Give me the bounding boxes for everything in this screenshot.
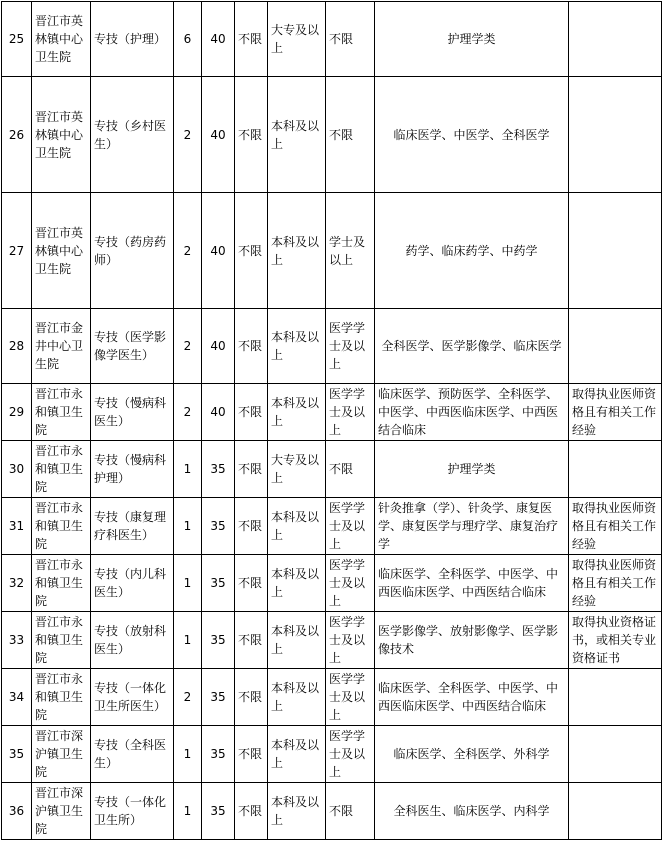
- major-text: 临床医学、全科医学、中医学、中西医临床医学、中西医结合临床: [378, 567, 559, 599]
- other-cell: [569, 441, 662, 498]
- degree-cell: 不限: [326, 783, 375, 840]
- gender-cell: 不限: [235, 2, 268, 77]
- degree-cell: 医学学士及以上: [326, 309, 375, 384]
- count-cell: 2: [174, 384, 202, 441]
- unit-cell: 晋江市永和镇卫生院: [32, 555, 91, 612]
- major-cell: [375, 498, 569, 555]
- unit-cell: 晋江市永和镇卫生院: [32, 669, 91, 726]
- age-cell: 35: [202, 441, 235, 498]
- gender-cell: 不限: [235, 309, 268, 384]
- major-cell: [375, 384, 569, 441]
- other-cell: [569, 555, 662, 612]
- age-cell: 35: [202, 726, 235, 783]
- unit-cell: 晋江市英林镇中心卫生院: [32, 2, 91, 77]
- post-cell: 专技（慢病科医生）: [91, 384, 174, 441]
- other-cell: [569, 77, 662, 193]
- unit-cell: 晋江市深沪镇卫生院: [32, 783, 91, 840]
- post-cell: 专技（乡村医生）: [91, 77, 174, 193]
- post-cell: 专技（医学影像学医生）: [91, 309, 174, 384]
- post-cell: 专技（慢病科护理）: [91, 441, 174, 498]
- education-cell: 本科及以上: [268, 309, 326, 384]
- post-cell: 专技（内儿科医生）: [91, 555, 174, 612]
- post-cell: 专技（药房药师）: [91, 193, 174, 309]
- major-cell: [375, 612, 569, 669]
- education-cell: 本科及以上: [268, 384, 326, 441]
- major-cell: [375, 669, 569, 726]
- age-cell: 35: [202, 669, 235, 726]
- other-cell: [569, 2, 662, 77]
- post-cell: 专技（放射科医生）: [91, 612, 174, 669]
- major-text: 临床医学、全科医学、中医学、中西医临床医学、中西医结合临床: [378, 681, 559, 713]
- unit-cell: 晋江市深沪镇卫生院: [32, 726, 91, 783]
- gender-cell: 不限: [235, 612, 268, 669]
- education-cell: 本科及以上: [268, 555, 326, 612]
- count-cell: 2: [174, 309, 202, 384]
- age-cell: 40: [202, 77, 235, 193]
- education-cell: 本科及以上: [268, 77, 326, 193]
- age-cell: 35: [202, 612, 235, 669]
- age-cell: 40: [202, 384, 235, 441]
- count-cell: 6: [174, 2, 202, 77]
- count-cell: 1: [174, 555, 202, 612]
- post-cell: 专技（一体化卫生所）: [91, 783, 174, 840]
- major-text: 临床医学、全科医学、外科学: [393, 747, 550, 761]
- count-cell: 1: [174, 612, 202, 669]
- education-cell: 本科及以上: [268, 612, 326, 669]
- major-text: 护理学类: [447, 462, 496, 476]
- count-cell: 2: [174, 669, 202, 726]
- recruitment-table: [1, 1, 662, 840]
- unit-cell: 晋江市永和镇卫生院: [32, 498, 91, 555]
- table-row: [2, 309, 662, 384]
- major-text: 临床医学、预防医学、全科医学、中医学、中西医临床医学、中西医结合临床: [378, 387, 559, 437]
- table-row: [2, 193, 662, 309]
- row-number: 31: [2, 498, 32, 555]
- other-cell: [569, 783, 662, 840]
- table-row: [2, 726, 662, 783]
- education-cell: 大专及以上: [268, 2, 326, 77]
- gender-cell: 不限: [235, 193, 268, 309]
- other-cell: [569, 669, 662, 726]
- gender-cell: 不限: [235, 555, 268, 612]
- table-row: [2, 612, 662, 669]
- degree-cell: 医学学士及以上: [326, 498, 375, 555]
- degree-cell: 医学学士及以上: [326, 669, 375, 726]
- gender-cell: 不限: [235, 498, 268, 555]
- unit-cell: 晋江市英林镇中心卫生院: [32, 77, 91, 193]
- education-cell: 大专及以上: [268, 441, 326, 498]
- education-cell: 本科及以上: [268, 498, 326, 555]
- gender-cell: 不限: [235, 669, 268, 726]
- row-number: 32: [2, 555, 32, 612]
- unit-cell: 晋江市永和镇卫生院: [32, 384, 91, 441]
- other-cell: [569, 193, 662, 309]
- gender-cell: 不限: [235, 441, 268, 498]
- gender-cell: 不限: [235, 384, 268, 441]
- row-number: 25: [2, 2, 32, 77]
- count-cell: 1: [174, 441, 202, 498]
- row-number: 33: [2, 612, 32, 669]
- other-text: 取得执业资格证书，或相关专业资格证书: [572, 615, 657, 665]
- row-number: 30: [2, 441, 32, 498]
- unit-cell: 晋江市永和镇卫生院: [32, 612, 91, 669]
- table-row: [2, 783, 662, 840]
- education-cell: 本科及以上: [268, 783, 326, 840]
- major-text: 护理学类: [447, 32, 496, 46]
- table-row: [2, 441, 662, 498]
- age-cell: 35: [202, 783, 235, 840]
- major-cell: [375, 309, 569, 384]
- row-number: 27: [2, 193, 32, 309]
- age-cell: 40: [202, 2, 235, 77]
- gender-cell: 不限: [235, 77, 268, 193]
- other-text: 取得执业医师资格且有相关工作经验: [572, 387, 657, 437]
- degree-cell: 学士及以上: [326, 193, 375, 309]
- major-cell: [375, 441, 569, 498]
- count-cell: 1: [174, 726, 202, 783]
- major-text: 药学、临床药学、中药学: [405, 243, 538, 258]
- other-text: 取得执业医师资格且有相关工作经验: [572, 558, 657, 608]
- major-cell: [375, 77, 569, 193]
- major-text: 全科医生、临床医学、内科学: [393, 804, 550, 818]
- table-row: [2, 384, 662, 441]
- major-text: 全科医学、医学影像学、临床医学: [381, 339, 562, 353]
- table-row: [2, 669, 662, 726]
- degree-cell: 医学学士及以上: [326, 555, 375, 612]
- post-cell: 专技（全科医生）: [91, 726, 174, 783]
- unit-cell: 晋江市英林镇中心卫生院: [32, 193, 91, 309]
- major-cell: [375, 555, 569, 612]
- count-cell: 1: [174, 783, 202, 840]
- unit-cell: 晋江市永和镇卫生院: [32, 441, 91, 498]
- row-number: 36: [2, 783, 32, 840]
- degree-cell: 不限: [326, 77, 375, 193]
- age-cell: 35: [202, 555, 235, 612]
- row-number: 35: [2, 726, 32, 783]
- age-cell: 40: [202, 193, 235, 309]
- table-row: [2, 498, 662, 555]
- count-cell: 2: [174, 77, 202, 193]
- degree-cell: 不限: [326, 441, 375, 498]
- other-cell: [569, 309, 662, 384]
- major-cell: [375, 193, 569, 309]
- education-cell: 本科及以上: [268, 726, 326, 783]
- major-cell: [375, 2, 569, 77]
- other-cell: [569, 384, 662, 441]
- post-cell: 专技（一体化卫生所医生）: [91, 669, 174, 726]
- degree-cell: 医学学士及以上: [326, 726, 375, 783]
- other-text: 取得执业医师资格且有相关工作经验: [572, 501, 657, 551]
- post-cell: 专技（康复理疗科医生）: [91, 498, 174, 555]
- other-cell: [569, 498, 662, 555]
- degree-cell: 医学学士及以上: [326, 384, 375, 441]
- unit-cell: 晋江市金井中心卫生院: [32, 309, 91, 384]
- table-row: [2, 77, 662, 193]
- education-cell: 本科及以上: [268, 193, 326, 309]
- gender-cell: 不限: [235, 726, 268, 783]
- table-row: [2, 2, 662, 77]
- count-cell: 2: [174, 193, 202, 309]
- gender-cell: 不限: [235, 783, 268, 840]
- degree-cell: 医学学士及以上: [326, 612, 375, 669]
- major-text: 针灸推拿（学）、针灸学、康复医学、康复医学与理疗学、康复治疗学: [378, 501, 559, 551]
- major-text: 医学影像学、放射影像学、医学影像技术: [378, 624, 559, 656]
- age-cell: 35: [202, 498, 235, 555]
- post-cell: 专技（护理）: [91, 2, 174, 77]
- other-cell: [569, 612, 662, 669]
- row-number: 34: [2, 669, 32, 726]
- count-cell: 1: [174, 498, 202, 555]
- age-cell: 40: [202, 309, 235, 384]
- table-row: [2, 555, 662, 612]
- major-cell: [375, 726, 569, 783]
- row-number: 28: [2, 309, 32, 384]
- degree-cell: 不限: [326, 2, 375, 77]
- major-cell: [375, 783, 569, 840]
- major-text: 临床医学、中医学、全科医学: [393, 127, 550, 142]
- other-cell: [569, 726, 662, 783]
- row-number: 29: [2, 384, 32, 441]
- education-cell: 本科及以上: [268, 669, 326, 726]
- row-number: 26: [2, 77, 32, 193]
